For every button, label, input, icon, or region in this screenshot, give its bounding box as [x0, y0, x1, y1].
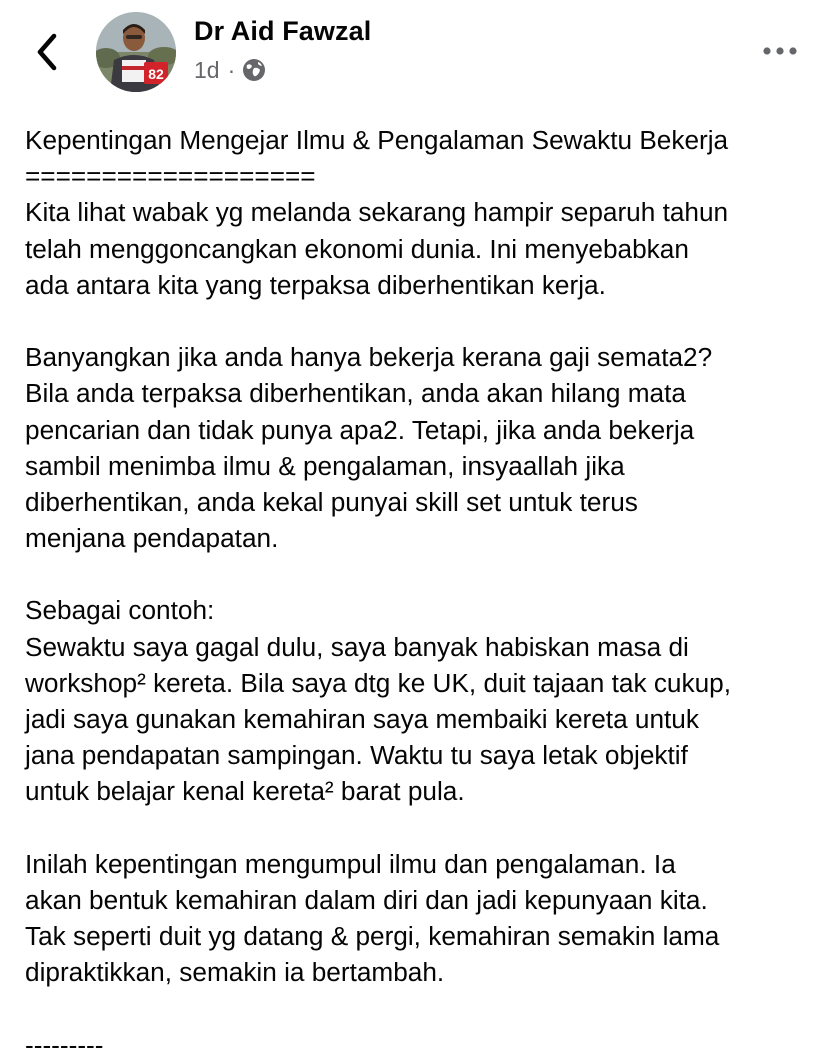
more-horizontal-icon [760, 38, 800, 64]
post-text-line: =================== [25, 161, 316, 192]
avatar-jersey-number: 82 [148, 66, 164, 82]
post-text-line: Inilah kepentingan mengumpul ilmu dan pengalaman. Ia [25, 848, 676, 879]
blank-line [25, 810, 815, 846]
post-timestamp[interactable]: 1d [194, 56, 220, 83]
post-text-line: menjana pendapatan. [25, 523, 279, 554]
avatar-photo [96, 12, 176, 92]
post-text-line: untuk belajar kenal kereta² barat pula. [25, 776, 465, 807]
post-text-line: akan bentuk kemahiran dalam diri dan jadi kepunyaan kita. [25, 884, 708, 915]
meta-separator: · [227, 56, 236, 83]
post-text-line: jadi saya gunakan kemahiran saya membaiki kereta untuk [25, 704, 699, 734]
post-text-line: sambil menimba ilmu & pengalaman, insyaallah jika [25, 450, 625, 481]
post-text-line: workshop² kereta. Bila saya dtg ke UK, duit tajaan tak cukup, [25, 667, 731, 698]
post-text-line: Kepentingan Mengejar Ilmu & Pengalaman Sewaktu Bekerja [25, 125, 729, 155]
chevron-left-icon [28, 30, 68, 74]
avatar[interactable] [96, 12, 176, 92]
post-text-line: telah menggoncangkan ekonomi dunia. Ini menyebabkan [25, 233, 689, 264]
post-text-line: ada antara kita yang terpaksa diberhentikan kerja. [25, 269, 606, 300]
author-name[interactable]: Dr Aid Fawzal [194, 16, 372, 46]
more-options-button[interactable] [760, 38, 800, 64]
blank-line [25, 303, 815, 339]
post-text-line: jana pendapatan sampingan. Waktu tu saya letak objektif [25, 740, 688, 771]
post-text-line: Sewaktu saya gagal dulu, saya banyak habiskan masa di [25, 631, 689, 662]
post-text-line: Tak seperti duit yg datang & pergi, kemahiran semakin lama [25, 921, 720, 952]
post-text-line: dipraktikkan, semakin ia bertambah. [25, 957, 445, 988]
post-text-line: Sebagai contoh: [25, 595, 215, 626]
post-text-line: --------- [25, 1029, 104, 1060]
post-header [0, 0, 828, 100]
blank-line [25, 991, 815, 1027]
post-text-line: Bila anda terpaksa diberhentikan, anda akan hilang mata [25, 378, 686, 409]
post-text-line: diberhentikan, anda kekal punyai skill set untuk terus [25, 486, 638, 517]
post-text-line: Kita lihat wabak yg melanda sekarang hampir separuh tahun [25, 197, 729, 228]
post-text [25, 122, 815, 1063]
post-text-line: pencarian dan tidak punya apa2. Tetapi, jika anda bekerja [25, 414, 695, 445]
globe-icon[interactable] [241, 57, 267, 83]
blank-line [25, 556, 815, 592]
back-button[interactable] [28, 30, 68, 74]
post-text-line: Banyangkan jika anda hanya bekerja kerana gaji semata2? [25, 342, 713, 373]
post-meta [194, 56, 267, 84]
